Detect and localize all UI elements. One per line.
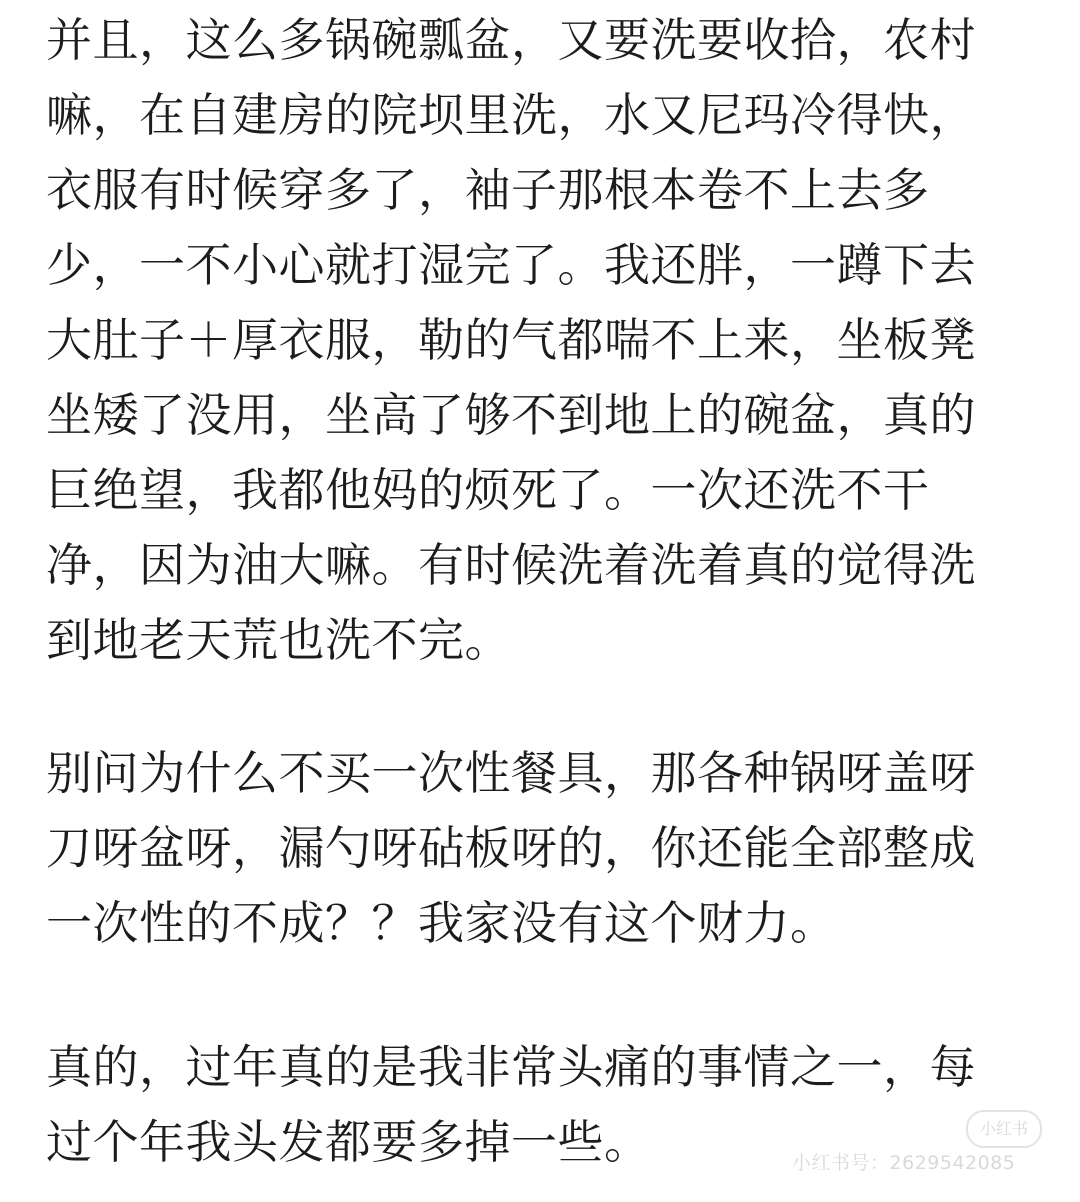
text-line: 嘛，在自建房的院坝里洗，水又尼玛冷得快， [46, 88, 976, 142]
text-line: 净，因为油大嘛。有时候洗着洗着真的觉得洗 [46, 538, 976, 592]
text-line: 一次性的不成？？我家没有这个财力。 [46, 896, 837, 950]
text-line: 少，一不小心就打湿完了。我还胖，一蹲下去 [46, 238, 976, 292]
text-line: 坐矮了没用，坐高了够不到地上的碗盆，真的 [46, 388, 976, 442]
watermark-id-text: 小红书号：2629542085 [792, 1152, 1016, 1174]
paragraph-1 [46, 3, 976, 678]
text-line: 并且，这么多锅碗瓢盆，又要洗要收拾，农村 [46, 13, 976, 67]
paragraph-2 [46, 736, 976, 961]
text-line: 过个年我头发都要多掉一些。 [46, 1115, 651, 1169]
text-line: 衣服有时候穿多了，袖子那根本卷不上去多 [46, 163, 930, 217]
text-line: 大肚子＋厚衣服，勒的气都喘不上来，坐板凳 [46, 313, 976, 367]
text-line: 别问为什么不买一次性餐具，那各种锅呀盖呀 [46, 746, 976, 800]
text-line: 到地老天荒也洗不完。 [46, 613, 511, 667]
watermark-logo: 小红书 [966, 1110, 1042, 1148]
text-line: 真的，过年真的是我非常头痛的事情之一，每 [46, 1040, 976, 1094]
text-line: 巨绝望，我都他妈的烦死了。一次还洗不干 [46, 463, 930, 517]
text-line: 刀呀盆呀，漏勺呀砧板呀的，你还能全部整成 [46, 821, 976, 875]
